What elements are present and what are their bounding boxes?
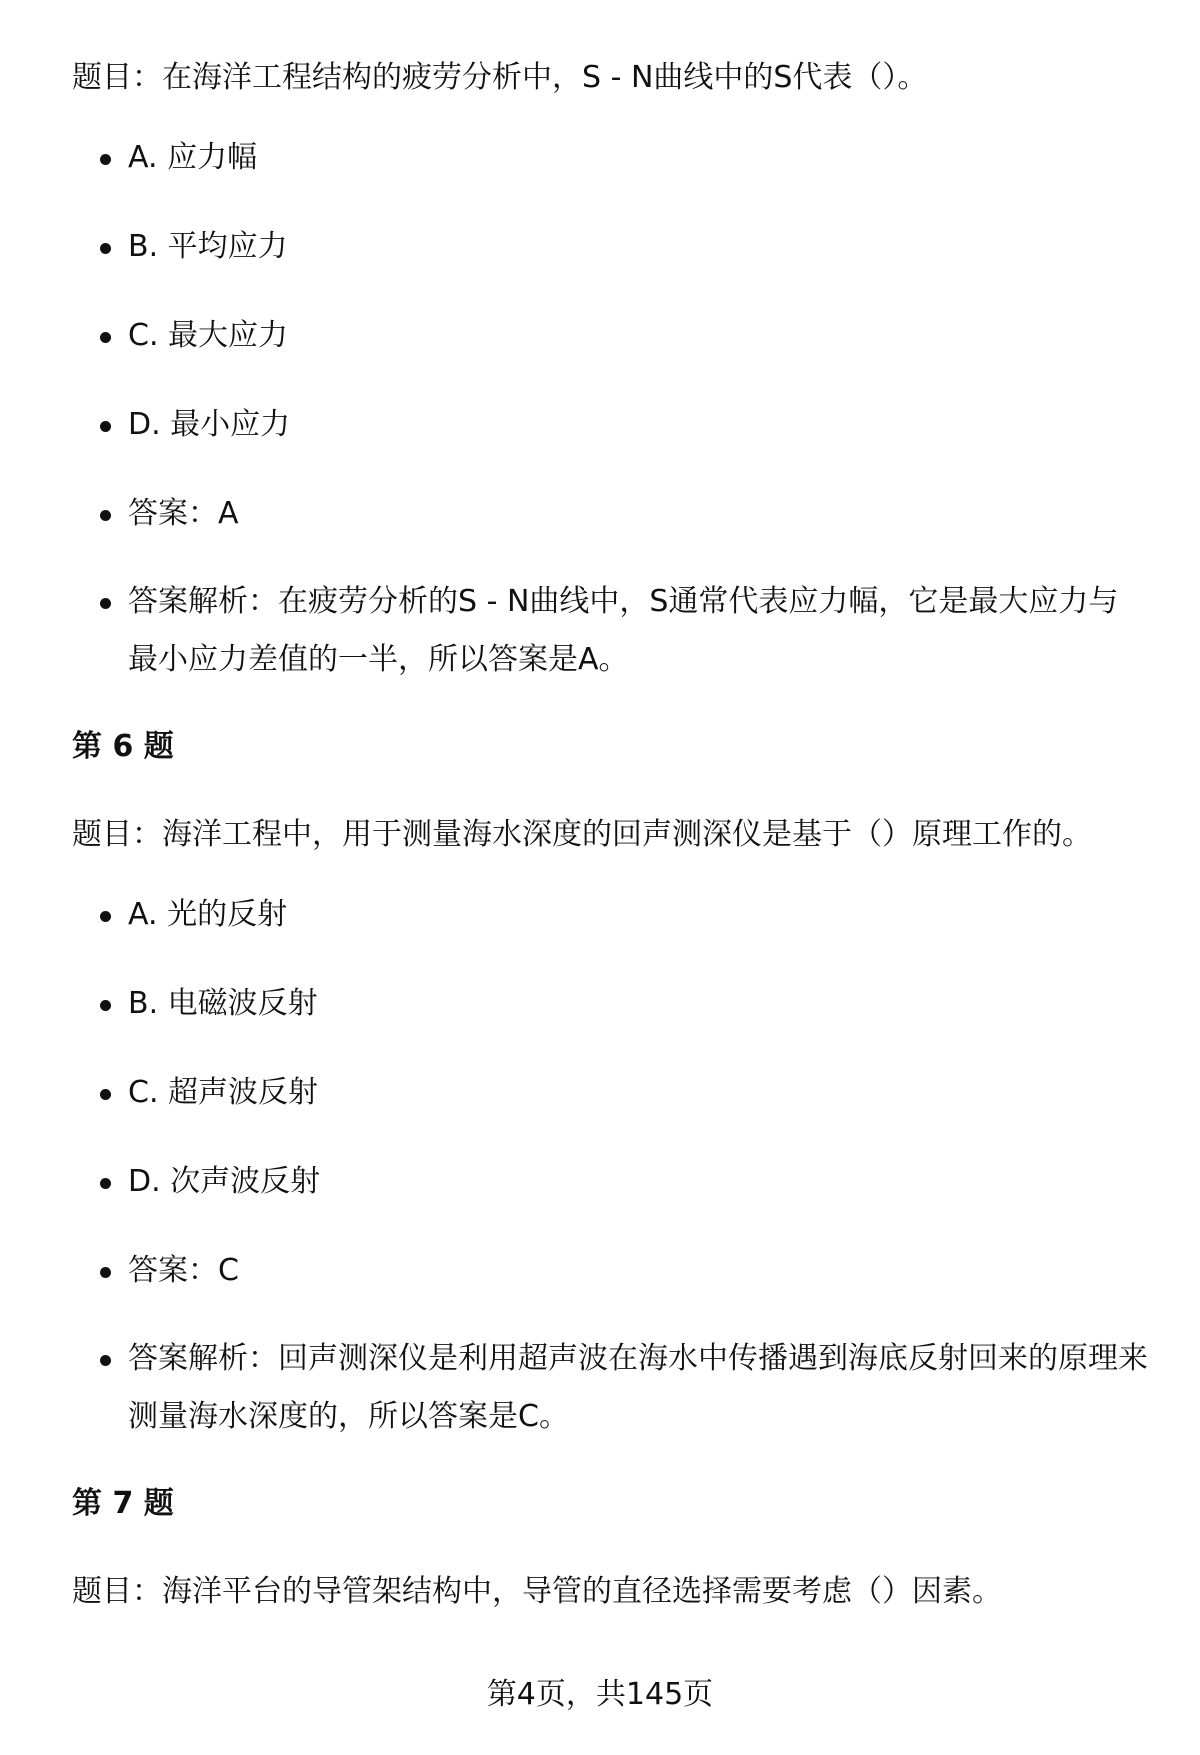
- option-c: C. 最大应力: [72, 316, 1152, 356]
- answer: 答案：A: [72, 494, 1152, 534]
- question-7-stem: 题目：海洋平台的导管架结构中，导管的直径选择需要考虑（）因素。: [72, 1574, 1002, 1609]
- option-b: B. 平均应力: [72, 227, 1152, 267]
- answer: 答案：C: [72, 1251, 1152, 1291]
- option-a: A. 光的反射: [72, 895, 1152, 935]
- option-d: D. 次声波反射: [72, 1162, 1152, 1202]
- question-6-stem: 题目：海洋工程中，用于测量海水深度的回声测深仪是基于（）原理工作的。: [72, 817, 1092, 852]
- question-6-heading: 第 6 题: [72, 729, 174, 764]
- question-5-stem: 题目：在海洋工程结构的疲劳分析中，S - N曲线中的S代表（）。: [72, 60, 928, 95]
- answer-explanation: 答案解析：回声测深仪是利用超声波在海水中传播遇到海底反射回来的原理来测量海水深度的，所以答案是C。: [72, 1330, 1148, 1446]
- option-b: B. 电磁波反射: [72, 984, 1152, 1024]
- option-c: C. 超声波反射: [72, 1073, 1152, 1113]
- question-5-options: [72, 138, 1152, 689]
- question-7-heading: 第 7 题: [72, 1486, 174, 1521]
- question-6-options: [72, 895, 1152, 1446]
- answer-explanation: 答案解析：在疲劳分析的S - N曲线中，S通常代表应力幅，它是最大应力与最小应力差值的一半，所以答案是A。: [72, 573, 1148, 689]
- option-a: A. 应力幅: [72, 138, 1152, 178]
- page-footer: 第4页，共145页: [486, 1677, 714, 1712]
- document-page: [72, 58, 1152, 1612]
- option-d: D. 最小应力: [72, 405, 1152, 445]
